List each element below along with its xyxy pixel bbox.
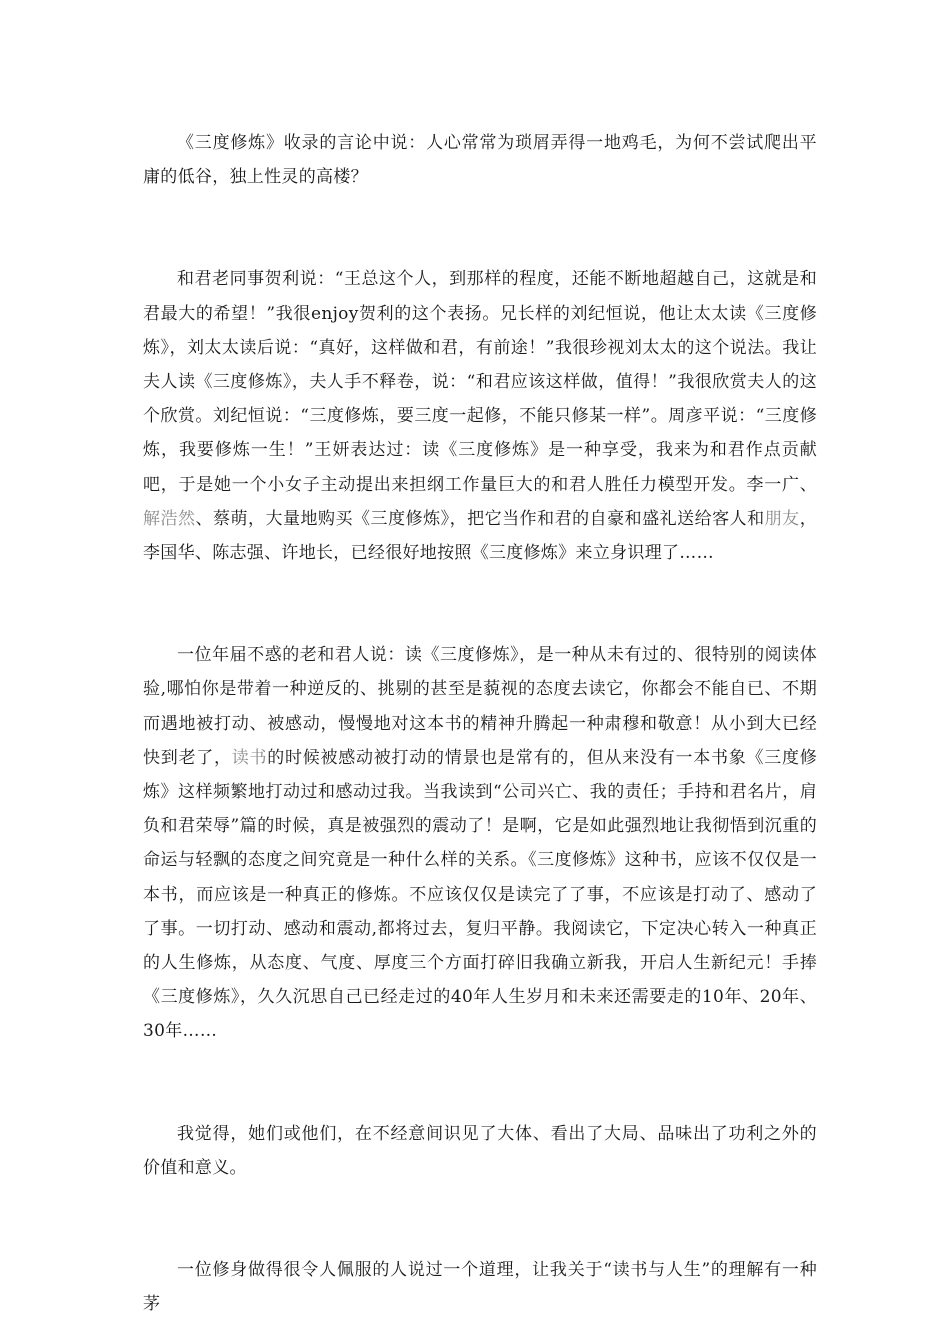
paragraph-4-text-1: 我觉得，她们或他们，在不经意间识见了大体、看出了大局、品味出了功利之外的价值和意义。 [143, 1123, 817, 1178]
document-body [143, 126, 817, 1321]
paragraph-3-text-1: 一位年届不惑的老和君人说：读《三度修炼》，是一种从未有过的、很特别的阅读体验,哪怕你是带着一种逆反的、挑剔的甚至是藐视的态度去读它，你都会不能自已、不期而遇地被打动、被感动，慢慢地对这本书的精神升腾起一种肃穆和敬意！从小到大已经快到老了， [143, 645, 817, 768]
paragraph-3-text-2: 的时候被感动被打动的情景也是常有的，但从来没有一本书象《三度修炼》这样频繁地打动过和感动过我。当我读到“公司兴亡、我的责任；手持和君名片，肩负和君荣辱”篇的时候，真是被强烈的震动了！是啊，它是如此强烈地让我彻悟到沉重的命运与轻飘的态度之间究竟是一种什么样的关系。《三度修炼》这种书，应该不仅仅是一本书，而应该是一种真正的修炼。不应该仅仅是读完了了事，不应该是打动了、感动了了事。一切打动、感动和震动,都将过去，复归平静。我阅读它，下定决心转入一种真正的人生修炼，从态度、气度、厚度三个方面打碎旧我确立新我，开启人生新纪元！手捧《三度修炼》，久久沉思自己已经走过的40年人生岁月和未来还需要走的10年、20年、30年…… [143, 747, 817, 1042]
paragraph-2-text-2: 、蔡萌，大量地购买《三度修炼》，把它当作和君的自豪和盛礼送给客人和 [195, 508, 765, 529]
paragraph-4 [143, 1117, 817, 1185]
hyperlink-pengyou[interactable]: 朋友 [764, 508, 800, 529]
paragraph-5 [143, 1253, 817, 1321]
paragraph-5-text-1: 一位修身做得很令人佩服的人说过一个道理，让我关于“读书与人生”的理解有一种茅 [143, 1260, 817, 1315]
paragraph-2-text-3: ，李国华、陈志强、许地长，已经很好地按照《三度修炼》来立身识理了…… [143, 508, 817, 564]
paragraph-2-text-1: 和君老同事贺利说：“王总这个人，到那样的程度，还能不断地超越自己，这就是和君最大的希望！”我很enjoy贺利的这个表扬。兄长样的刘纪恒说，他让太太读《三度修炼》，刘太太读后说：“真好，这样做和君，有前途！”我很珍视刘太太的这个说法。我让夫人读《三度修炼》，夫人手不释卷，说：“和君应该这样做，值得！”我很欣赏夫人的这个欣赏。刘纪恒说：“三度修炼，要三度一起修，不能只修某一样”。周彦平说：“三度修炼，我要修炼一生！”王妍表达过：读《三度修炼》是一种享受，我来为和君作点贡献吧，于是她一个小女子主动提出来担纲工作量巨大的和君人胜任力模型开发。李一广、 [143, 269, 817, 495]
paragraph-1-text-1: 《三度修炼》收录的言论中说：人心常常为琐屑弄得一地鸡毛，为何不尝试爬出平庸的低谷，独上性灵的高楼？ [143, 133, 817, 188]
paragraph-2 [143, 262, 817, 570]
paragraph-1 [143, 126, 817, 194]
paragraph-3 [143, 638, 817, 1048]
hyperlink-xie-haoran[interactable]: 解浩然 [143, 508, 196, 529]
hyperlink-dushu[interactable]: 读书 [231, 747, 268, 768]
